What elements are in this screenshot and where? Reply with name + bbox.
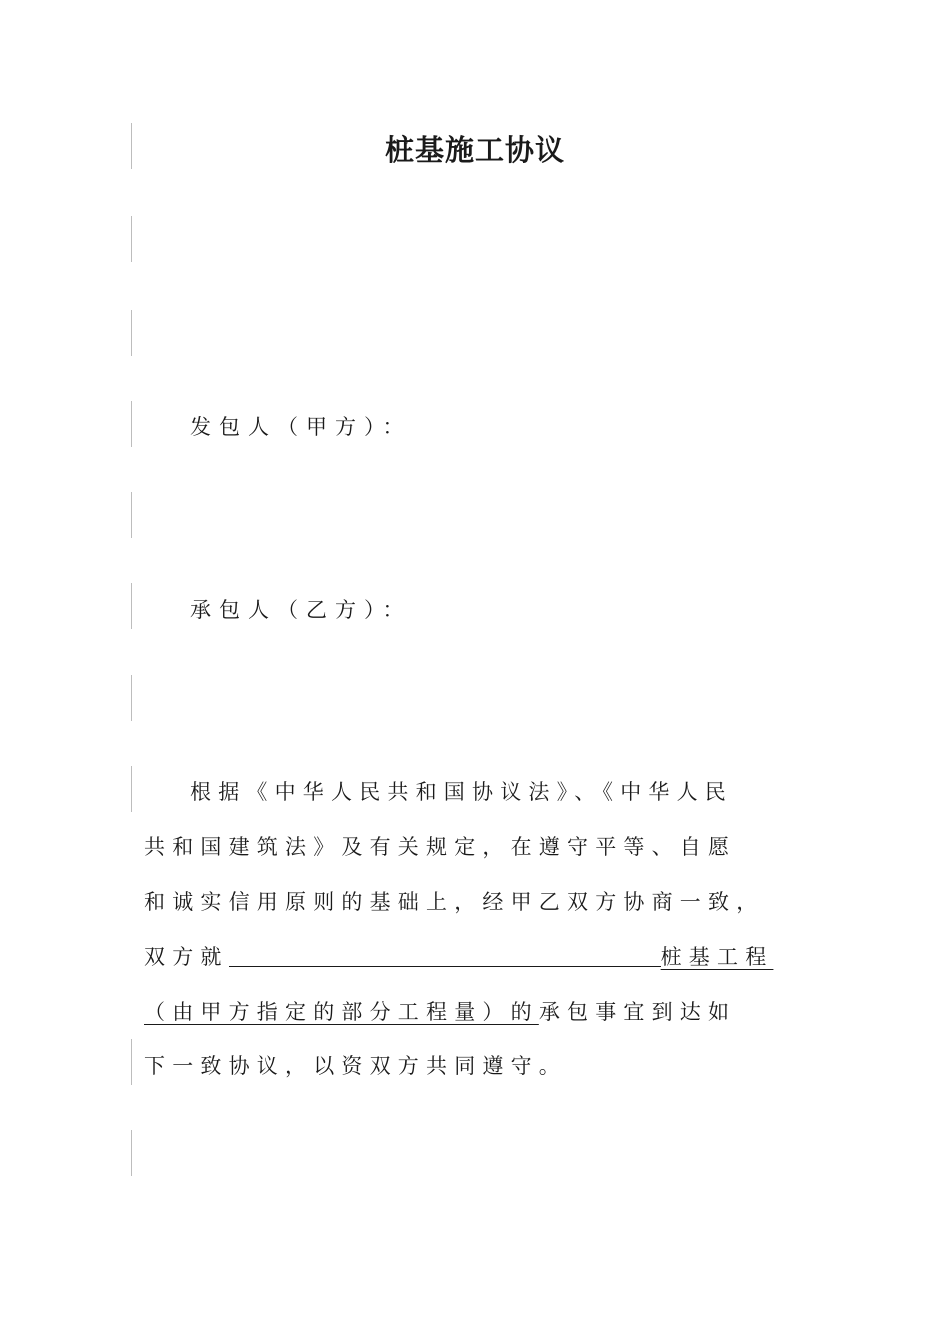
paragraph-line [144, 941, 773, 971]
scope-underlined: （由甲方指定的部分工程量）的 [144, 1000, 539, 1024]
margin-mark [131, 675, 132, 721]
paragraph-line: 和诚实信用原则的基础上，经甲乙双方协商一致， [144, 890, 765, 914]
paragraph-line: 根据《中华人民共和国协议法》、《中华人民 [190, 780, 733, 804]
paragraph-line: 下一致协议，以资双方共同遵守。 [144, 1054, 567, 1078]
paragraph-line-rest: 承包事宜到达如 [538, 1000, 737, 1024]
fill-in-blank [229, 946, 661, 967]
margin-mark [131, 401, 132, 447]
document-title: 桩基施工协议 [384, 133, 565, 167]
margin-mark [131, 310, 132, 356]
margin-mark [131, 216, 132, 262]
party-b-label: 承包人（乙方）： [190, 598, 412, 622]
margin-mark [131, 1039, 132, 1085]
paragraph-line [144, 996, 736, 1026]
margin-mark [131, 583, 132, 629]
paragraph-line: 共和国建筑法》及有关规定，在遵守平等、自愿 [144, 835, 737, 859]
party-a-label: 发包人（甲方）： [190, 415, 412, 439]
margin-mark [131, 766, 132, 812]
margin-mark [131, 492, 132, 538]
project-name-underlined: 桩基工程 [660, 945, 774, 969]
paragraph-line-prefix: 双方就 [144, 945, 229, 969]
margin-mark [131, 1130, 132, 1176]
